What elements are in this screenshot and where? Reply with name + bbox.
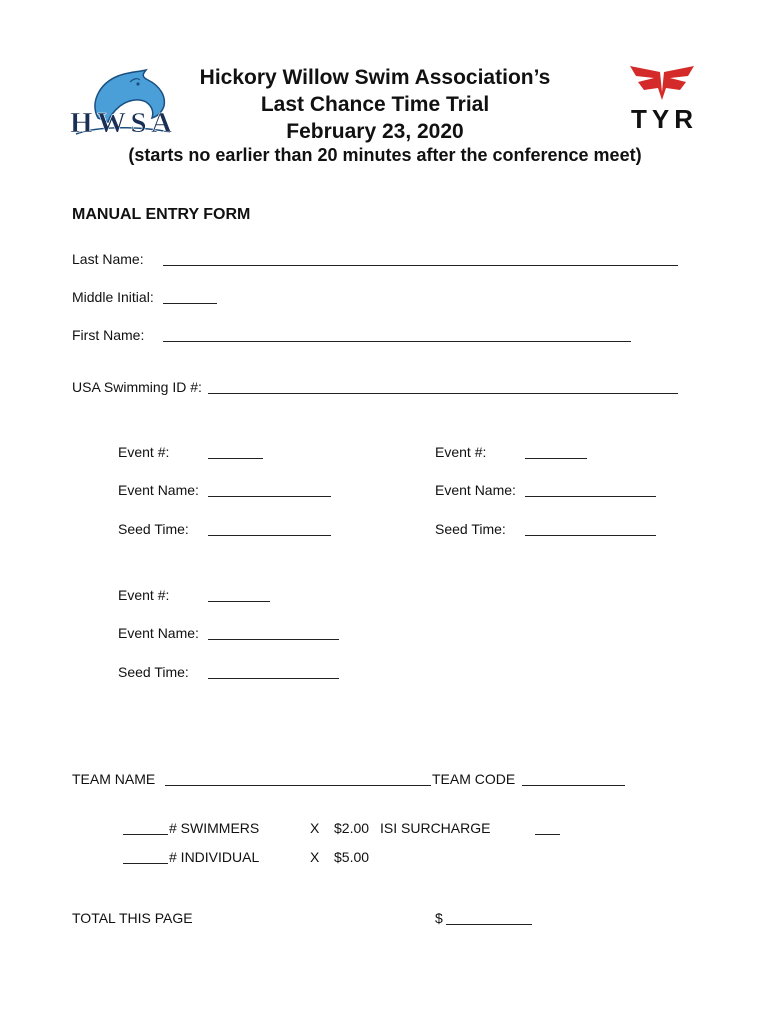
- tyr-logo: [626, 62, 698, 134]
- event-1-number-label: Event #:: [118, 444, 170, 460]
- event-2-number-field[interactable]: [525, 444, 587, 459]
- event-3-name-label: Event Name:: [118, 625, 199, 641]
- form-heading: MANUAL ENTRY FORM: [72, 206, 251, 223]
- event-3-name-field[interactable]: [208, 625, 339, 640]
- event-1-name-field[interactable]: [208, 482, 331, 497]
- individual-multiply: X: [310, 849, 320, 865]
- event-1-seed-label: Seed Time:: [118, 521, 189, 537]
- event-3-seed-label: Seed Time:: [118, 664, 189, 680]
- event-2-number-label: Event #:: [435, 444, 487, 460]
- team-name-field[interactable]: [165, 771, 431, 786]
- title-line-3: February 23, 2020: [286, 120, 464, 143]
- event-2-name-label: Event Name:: [435, 482, 516, 498]
- swimmer-fee: $2.00: [334, 820, 370, 836]
- usa-id-field[interactable]: [208, 379, 678, 394]
- middle-initial-label: Middle Initial:: [72, 289, 154, 305]
- event-1-number-field[interactable]: [208, 444, 263, 459]
- event-2-seed-label: Seed Time:: [435, 521, 506, 537]
- total-currency: $: [435, 910, 443, 926]
- last-name-field[interactable]: [163, 251, 678, 266]
- hwsa-logo-text: HWSA: [70, 107, 172, 138]
- team-code-field[interactable]: [522, 771, 625, 786]
- tyr-wings-icon: [630, 66, 694, 100]
- team-name-label: TEAM NAME: [72, 771, 156, 787]
- individual-count-field[interactable]: [123, 849, 168, 864]
- total-amount-field[interactable]: [446, 910, 532, 925]
- hwsa-logo: [68, 66, 174, 138]
- surcharge-label: ISI SURCHARGE: [380, 820, 491, 836]
- event-3-number-label: Event #:: [118, 587, 170, 603]
- tyr-logo-text: TYR: [631, 104, 693, 134]
- first-name-label: First Name:: [72, 327, 145, 343]
- event-2-name-field[interactable]: [525, 482, 656, 497]
- event-3-number-field[interactable]: [208, 587, 270, 602]
- usa-id-label: USA Swimming ID #:: [72, 379, 202, 395]
- middle-initial-field[interactable]: [163, 289, 217, 304]
- title-block: [180, 64, 570, 145]
- event-1-seed-field[interactable]: [208, 521, 331, 536]
- last-name-label: Last Name:: [72, 251, 144, 267]
- individual-fee: $5.00: [334, 849, 370, 865]
- surcharge-amount-field[interactable]: [535, 820, 560, 835]
- title-line-1: Hickory Willow Swim Association’s: [199, 66, 551, 89]
- swimmers-count-field[interactable]: [123, 820, 168, 835]
- title-line-2: Last Chance Time Trial: [260, 93, 490, 116]
- event-3-seed-field[interactable]: [208, 664, 339, 679]
- total-label: TOTAL THIS PAGE: [72, 910, 193, 926]
- swimmers-multiply: X: [310, 820, 320, 836]
- swimmers-label: # SWIMMERS: [169, 820, 260, 836]
- event-1-name-label: Event Name:: [118, 482, 199, 498]
- subtitle: (starts no earlier than 20 minutes after the conference meet): [128, 145, 642, 165]
- team-code-label: TEAM CODE: [432, 771, 516, 787]
- event-2-seed-field[interactable]: [525, 521, 656, 536]
- first-name-field[interactable]: [163, 327, 631, 342]
- individual-label: # INDIVIDUAL: [169, 849, 260, 865]
